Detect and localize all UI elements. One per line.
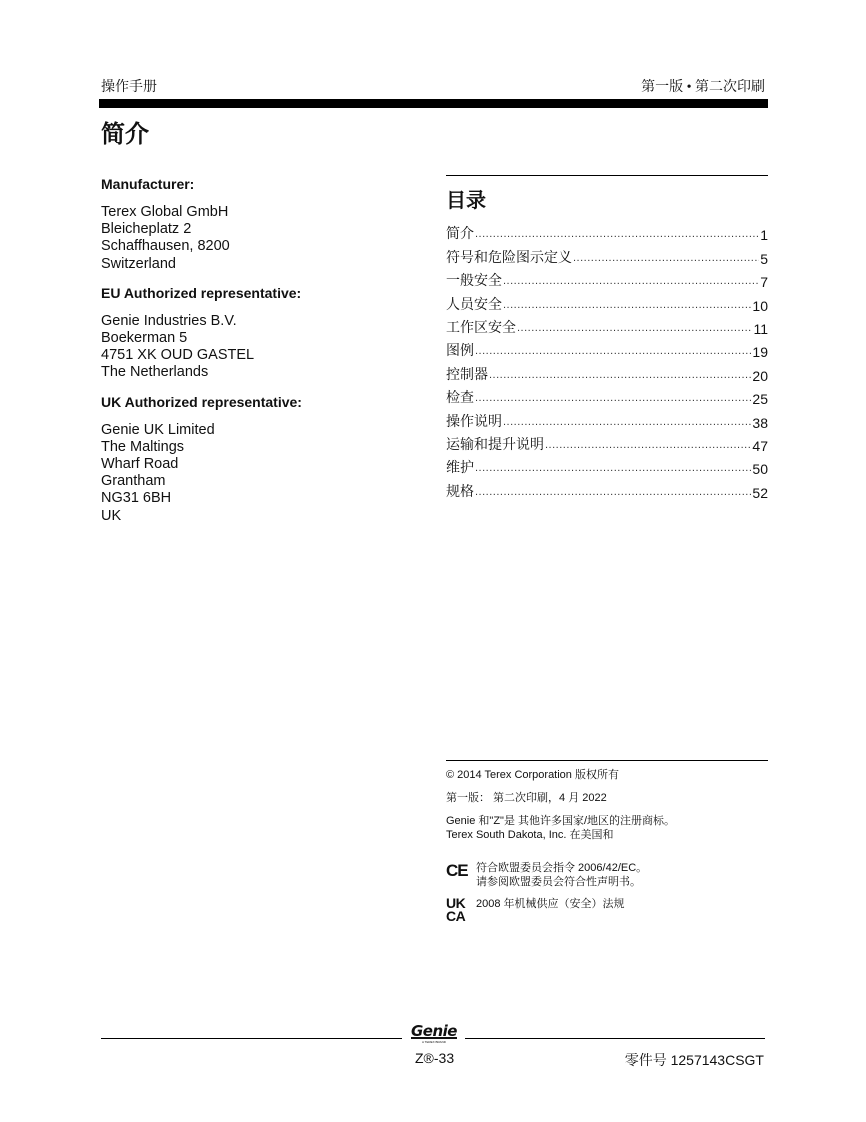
toc-leader: [489, 369, 751, 381]
toc-entry[interactable]: [446, 290, 768, 313]
genie-logo: [406, 1022, 462, 1044]
toc-entry-page: 20: [752, 367, 768, 384]
toc-leader: [573, 252, 759, 264]
header-left: 操作手册: [101, 80, 157, 95]
manufacturer-address: [101, 204, 401, 273]
toc-entry-page: 52: [752, 484, 768, 501]
toc-entry-page: 5: [760, 250, 768, 267]
toc-title: 目录: [446, 190, 486, 212]
trademark-line: Genie 和"Z"是 其他许多国家/地区的注册商标。: [446, 815, 676, 827]
ukca-mark-icon: [446, 897, 476, 923]
footer-model: Z®-33: [415, 1050, 455, 1066]
toc-entry-label: 符号和危险图示定义: [446, 250, 572, 266]
address-line: Switzerland: [101, 255, 176, 272]
eu-representative-block: [101, 285, 401, 382]
toc-entry[interactable]: [446, 477, 768, 500]
uk-representative-address: [101, 422, 401, 525]
trademark-line-2: Terex South Dakota, Inc. 在美国和: [446, 829, 614, 841]
address-line: Terex Global GmbH: [101, 204, 229, 220]
address-line: UK: [101, 507, 122, 524]
ce-text-line: 请参阅欧盟委员会符合性声明书。: [476, 876, 641, 888]
toc-entry[interactable]: [446, 243, 768, 266]
toc-entry-page: 25: [752, 391, 768, 408]
ce-certification: [446, 861, 768, 889]
address-line: The Maltings: [101, 438, 185, 455]
toc-entry-page: 19: [752, 344, 768, 361]
table-of-contents: [446, 175, 768, 501]
address-line: Genie UK Limited: [101, 421, 215, 438]
toc-entry[interactable]: [446, 267, 768, 290]
address-line: Bleicheplatz 2: [101, 221, 192, 238]
ukca-text: 2008 年机械供应（安全）法规: [476, 898, 625, 910]
toc-entry-label: 操作说明: [446, 414, 502, 430]
address-line: NG31 6BH: [101, 490, 172, 507]
toc-entry[interactable]: [446, 407, 768, 430]
toc-entry[interactable]: [446, 337, 768, 360]
toc-leader: [475, 228, 759, 240]
toc-leader: [503, 416, 751, 428]
address-line: The Netherlands: [101, 364, 209, 381]
toc-leader: [545, 439, 751, 451]
address-line: 4751 XK OUD GASTEL: [101, 347, 255, 364]
toc-rule: [446, 175, 768, 176]
contacts-column: [101, 176, 401, 537]
ukca-certification: [446, 897, 768, 923]
toc-entry-page: 1: [760, 227, 768, 244]
page-title: 简介: [101, 122, 149, 148]
toc-entry[interactable]: [446, 384, 768, 407]
footer-rule-right: [465, 1038, 765, 1039]
toc-entry-page: 50: [752, 461, 768, 478]
ce-mark-icon: CE: [446, 861, 468, 880]
copyright-block: [446, 760, 768, 923]
toc-entry-page: 7: [760, 274, 768, 291]
toc-leader: [503, 299, 751, 311]
footer-rule-left: [101, 1038, 402, 1039]
ukca-mark-top: UK: [446, 895, 466, 911]
toc-entry-page: 38: [752, 414, 768, 431]
toc-entry[interactable]: [446, 314, 768, 337]
toc-entry-page: 47: [752, 437, 768, 454]
toc-entry-page: 11: [753, 320, 768, 337]
toc-leader: [475, 392, 751, 404]
toc-leader: [475, 486, 751, 498]
manufacturer-block: [101, 176, 401, 273]
toc-entry-label: 控制器: [446, 367, 488, 383]
toc-entry-label: 运输和提升说明: [446, 437, 544, 453]
address-line: Schaffhausen, 8200: [101, 238, 230, 255]
edition-line: 第一版： 第二次印刷，4 月 2022: [446, 792, 607, 804]
toc-entry-label: 检查: [446, 391, 474, 407]
toc-entry-label: 图例: [446, 344, 474, 360]
uk-representative-block: [101, 394, 401, 525]
uk-representative-heading: UK Authorized representative:: [101, 393, 302, 410]
ce-text: [476, 861, 647, 889]
toc-leader: [475, 345, 751, 357]
eu-representative-heading: EU Authorized representative:: [101, 284, 302, 301]
ukca-mark-bottom: CA: [446, 908, 466, 924]
toc-entry-label: 工作区安全: [446, 320, 516, 336]
address-line: Wharf Road: [101, 456, 179, 473]
toc-entry-label: 一般安全: [446, 274, 502, 290]
toc-leader: [503, 275, 759, 287]
address-line: Genie Industries B.V.: [101, 312, 237, 329]
toc-entry[interactable]: [446, 431, 768, 454]
ce-text-line: 符合欧盟委员会指令 2006/42/EC。: [476, 862, 648, 874]
toc-entry[interactable]: [446, 360, 768, 383]
address-line: Boekerman 5: [101, 330, 188, 347]
address-line: Grantham: [101, 473, 166, 490]
copyright-rule: [446, 760, 768, 761]
toc-entry-label: 规格: [446, 484, 474, 500]
toc-leader: [475, 462, 751, 474]
toc-entry-label: 人员安全: [446, 297, 502, 313]
manufacturer-heading: Manufacturer:: [101, 176, 195, 192]
genie-logo-word: Genie: [411, 1022, 457, 1040]
copyright-line: © 2014 Terex Corporation 版权所有: [446, 769, 619, 781]
toc-entry-label: 简介: [446, 227, 474, 243]
toc-entry-label: 维护: [446, 461, 474, 477]
eu-representative-address: [101, 313, 401, 382]
toc-entry[interactable]: [446, 454, 768, 477]
toc-entry-page: 10: [752, 297, 768, 314]
header-right: 第一版 • 第二次印刷: [641, 80, 765, 95]
toc-entry[interactable]: [446, 220, 768, 243]
genie-logo-tagline: A TEREX BRAND: [422, 1040, 446, 1044]
header-rule: [99, 99, 768, 108]
toc-leader: [517, 322, 752, 334]
footer-part-number: 零件号 1257143CSGT: [624, 1052, 764, 1068]
